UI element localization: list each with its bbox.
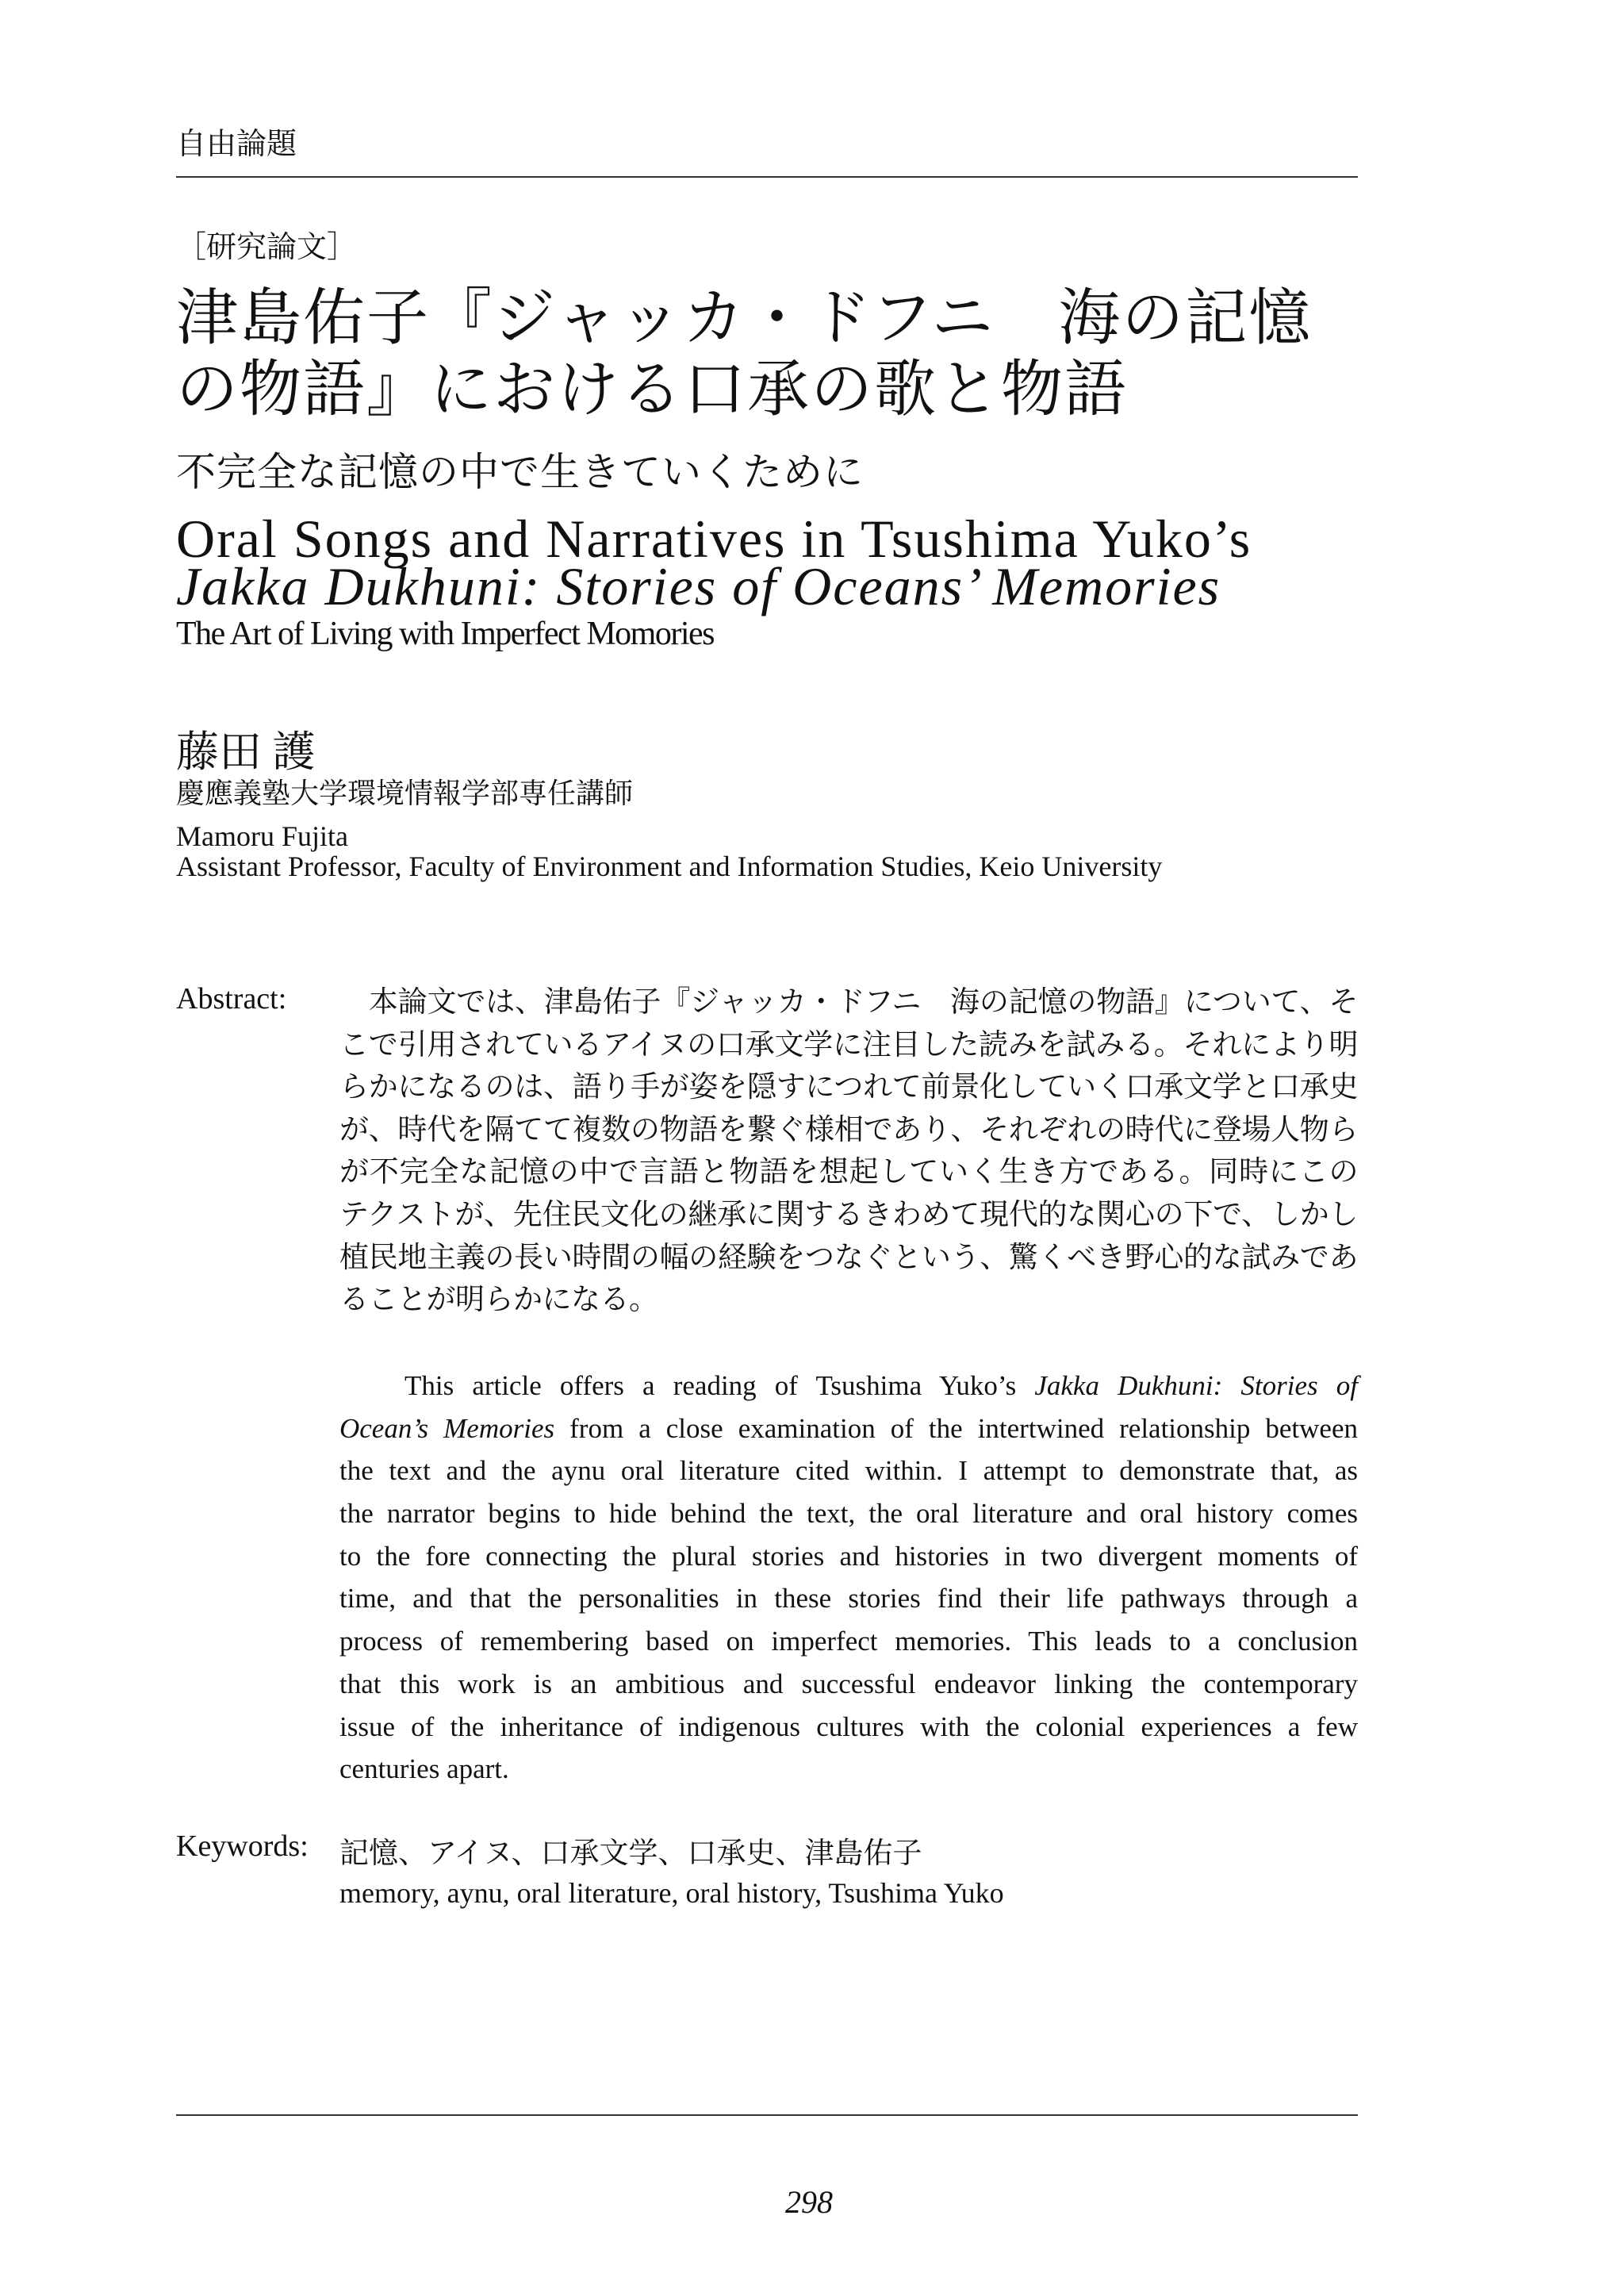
abstract-ja-line: 本論文では、津島佑子『ジャッカ・ドフニ 海の記憶の物語』について、そ xyxy=(339,985,1358,1019)
author-name-ja: 藤田 護 xyxy=(176,728,316,776)
keywords-label: Keywords: xyxy=(176,1830,309,1863)
abstract-ja-line: が不完全な記憶の中で言語と物語を想起していく生き方である。同時にこの xyxy=(339,1154,1358,1189)
abstract-ja xyxy=(339,981,1358,1321)
title-ja-line2: の物語』における口承の歌と物語 xyxy=(176,354,1129,425)
abstract-en-line: issue of the inheritance of indigenous cultures with the colonial experiences a few xyxy=(339,1710,1358,1742)
abstract-en-line xyxy=(339,1407,1358,1450)
abstract-ja-line: らかになるのは、語り手が姿を隠すにつれて前景化していく口承文学と口承史 xyxy=(339,1069,1358,1104)
abstract-ja-line: が、時代を隔てて複数の物語を繋ぐ様相であり、それぞれの時代に登場人物ら xyxy=(339,1112,1358,1146)
page-number: 298 xyxy=(785,2184,833,2220)
title-ja-line1: 津島佑子『ジャッカ・ドフニ 海の記憶 xyxy=(176,282,1313,354)
author-name-en: Mamoru Fujita xyxy=(176,820,348,852)
affiliation-en: Assistant Professor, Faculty of Environment and Information Studies, Keio University xyxy=(176,850,1163,882)
abstract-en-text: from a close examination of the intertwined relationship between xyxy=(554,1412,1359,1444)
abstract-en-line: process of remembering based on imperfect memories. This leads to a conclusion xyxy=(339,1626,1358,1657)
book-title-italic: Jakka Dukhuni: Stories of xyxy=(1034,1370,1358,1401)
abstract-ja-line: テクストが、先住民文化の継承に関するきわめて現代的な関心の下で、しかし xyxy=(339,1196,1358,1231)
abstract-en-line: that this work is an ambitious and successful endeavor linking the contemporary xyxy=(339,1668,1358,1699)
abstract-ja-line: 植民地主義の長い時間の幅の経験をつなぐという、驚くべき野心的な試みであ xyxy=(339,1239,1358,1274)
subtitle-ja: 不完全な記憶の中で生きていくために xyxy=(176,449,864,495)
abstract-ja-line: ることが明らかになる。 xyxy=(339,1282,658,1317)
abstract-en-line: centuries apart. xyxy=(339,1753,509,1785)
keywords-ja: 記憶、アイヌ、口承文学、口承史、津島佑子 xyxy=(339,1836,922,1870)
abstract-en xyxy=(339,1365,1358,1791)
abstract-en-line: time, and that the personalities in these stories find their life pathways through a xyxy=(339,1583,1358,1614)
title-en-line2: Jakka Dukhuni: Stories of Oceans’ Memories xyxy=(176,556,1221,616)
affiliation-ja: 慶應義塾大学環境情報学部専任講師 xyxy=(176,777,634,809)
footer-rule xyxy=(176,2114,1358,2116)
abstract-en-line xyxy=(339,1365,1358,1407)
header-rule xyxy=(176,176,1358,178)
abstract-ja-line: こで引用されているアイヌの口承文学に注目した読みを試みる。それにより明 xyxy=(339,1027,1358,1062)
title-en-line1: Oral Songs and Narratives in Tsushima Yuko’s xyxy=(176,509,1252,569)
abstract-en-line: the narrator begins to hide behind the text, the oral literature and oral history comes xyxy=(339,1498,1358,1530)
abstract-en-text: This article offers a reading of Tsushima Yuko’s xyxy=(404,1370,1035,1401)
subtitle-en: The Art of Living with Imperfect Momories xyxy=(176,616,714,652)
book-title-italic: Ocean’s Memories xyxy=(339,1412,555,1444)
section-header: 自由論題 xyxy=(176,128,297,161)
abstract-label: Abstract: xyxy=(176,982,287,1016)
abstract-en-line: the text and the aynu oral literature cited within. I attempt to demonstrate that, as xyxy=(339,1455,1358,1487)
keywords-en: memory, aynu, oral literature, oral history, Tsushima Yuko xyxy=(339,1877,1004,1909)
abstract-en-line: to the fore connecting the plural stories and histories in two divergent moments of xyxy=(339,1540,1358,1572)
article-type: ［研究論文］ xyxy=(176,231,358,264)
